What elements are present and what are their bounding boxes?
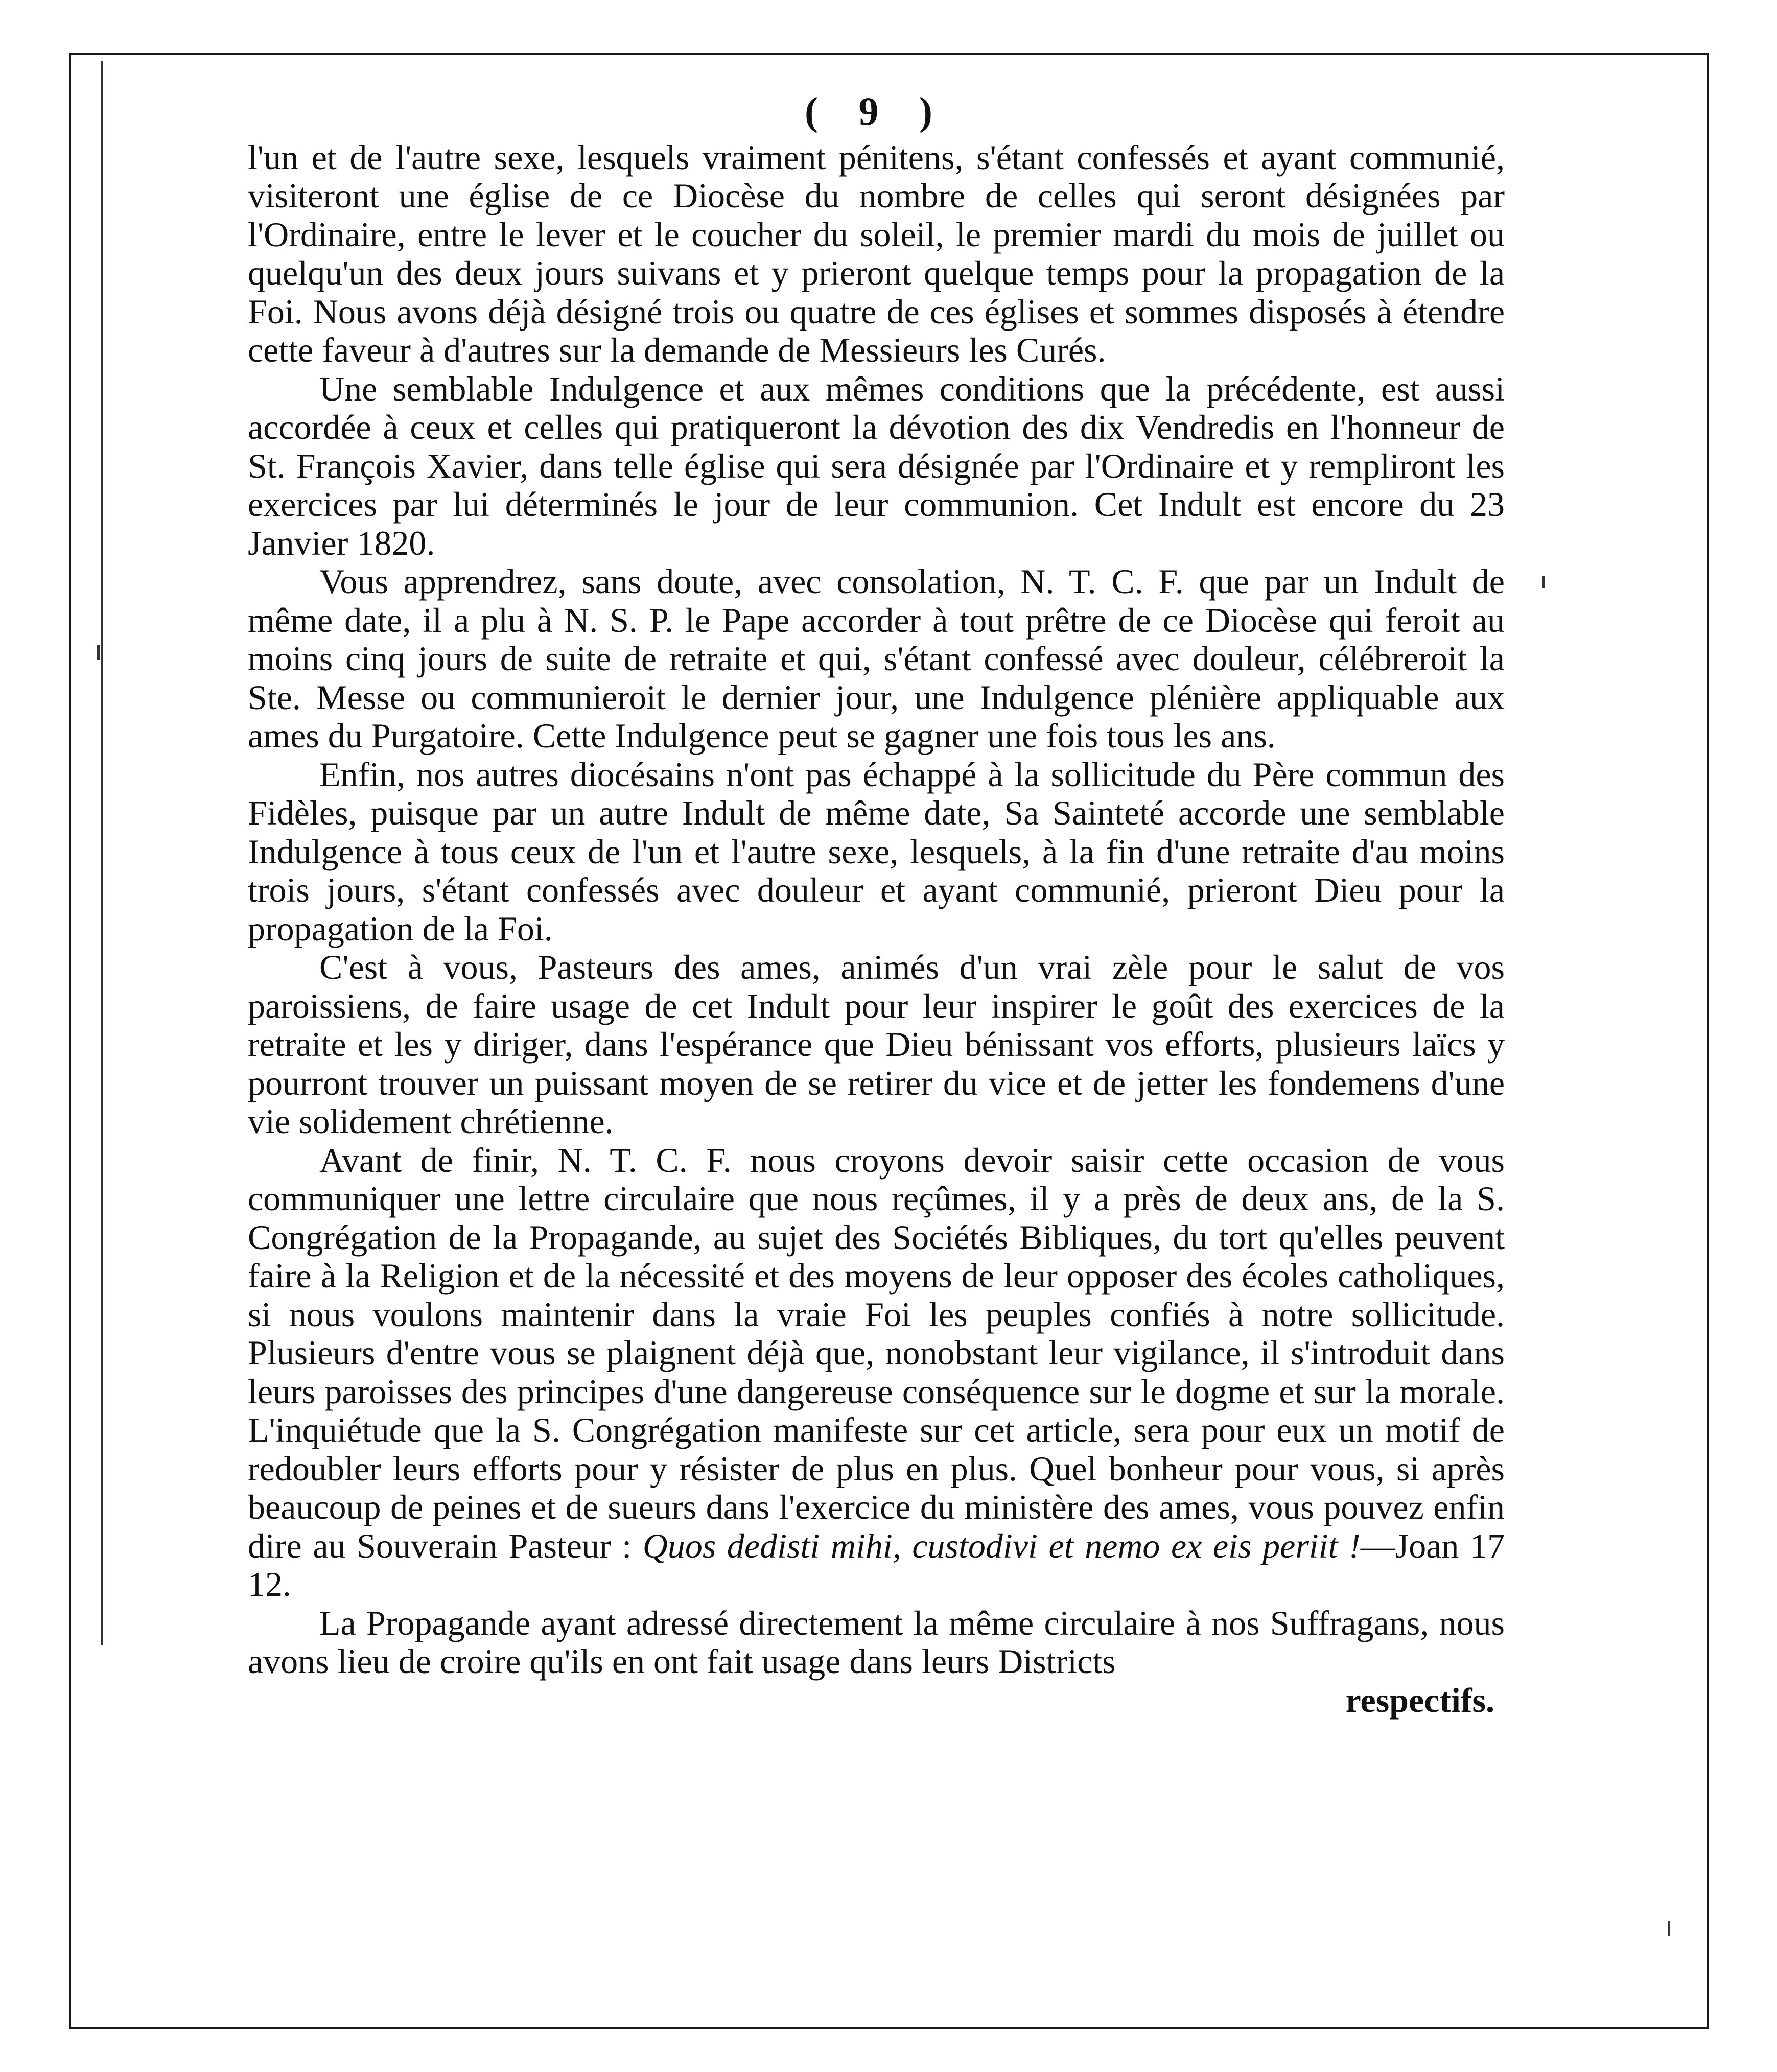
page-text-block bbox=[248, 89, 1505, 1867]
scan-frame-bottom bbox=[69, 2027, 1709, 2029]
paragraph-autres-diocesains: Enfin, nos autres diocésains n'ont pas échappé à la sollicitude du Père commun des Fidèles, puisque par un autre Indult de même date, Sa Sainteté accorde une semblable Indulgence à tous ceux de l'un et l'autre sexe, lesquels, à la fin d'une retraite d'au moins trois jours, s'étant confessés avec douleur et ayant communié, prieront Dieu pour la propagation de la Foi. bbox=[248, 755, 1505, 948]
paragraph-indult-pretres: Vous apprendrez, sans doute, avec consolation, N. T. C. F. que par un Indult de même date, il a plu à N. S. P. le Pape accorder à tout prêtre de ce Diocèse qui feroit au moins cinq jours de suite de retraite et qui, s'étant confessé avec douleur, célébreroit la Ste. Messe ou communieroit le dernier jour, une Indulgence plénière appliquable aux ames du Purgatoire. Cette Indulgence peut se gagner une fois tous les ans. bbox=[248, 562, 1505, 756]
page-number: ( 9 ) bbox=[805, 89, 948, 133]
scripture-reference: —Joan 17 12. bbox=[248, 1526, 1505, 1604]
closing-word: respectifs. bbox=[1345, 1680, 1494, 1720]
margin-rule-left bbox=[101, 61, 103, 1645]
paragraph-suffragans: La Propagande ayant adressé directement la même circulaire à nos Suffragans, nous avons lieu de croire qu'ils en ont fait usage dans leurs Districts bbox=[248, 1603, 1505, 1681]
scan-frame-left bbox=[69, 53, 71, 2029]
paragraph-lettre-circulaire bbox=[248, 1141, 1505, 1604]
latin-quotation: Quos dedisti mihi, custodivi et nemo ex eis periit ! bbox=[642, 1526, 1361, 1565]
scan-speck-bottom-right bbox=[1668, 1921, 1670, 1936]
paragraph-pasteurs: C'est à vous, Pasteurs des ames, animés d'un vrai zèle pour le salut de vos paroissiens, de faire usage de cet Indult pour leur inspirer le goût des exercices de la retraite et les y diriger, dans l'espérance que Dieu bénissant vos efforts, plusieurs laïcs y pourront trouver un puissant moyen de se retirer du vice et de jetter les fondemens d'une vie solidement chrétienne. bbox=[248, 948, 1505, 1141]
paragraph-indulgence-vendredis: Une semblable Indulgence et aux mêmes conditions que la précédente, est aussi accordée à ceux et celles qui pratiqueront la dévotion des dix Vendredis en l'honneur de St. François Xavier, dans telle église qui sera désignée par l'Ordinaire et y rempliront les exercices par lui déterminés le jour de leur communion. Cet Indult est encore du 23 Janvier 1820. bbox=[248, 369, 1505, 562]
scan-speck-left bbox=[97, 645, 100, 660]
scan-frame-top bbox=[69, 53, 1709, 55]
paragraph-continuation: l'un et de l'autre sexe, lesquels vraiment pénitens, s'étant confessés et ayant communié, visiteront une église de ce Diocèse du nombre de celles qui seront désignées par l'Ordinaire, entre le lever et le coucher du soleil, le premier mardi du mois de juillet ou quelqu'un des deux jours suivans et y prieront quelque temps pour la propagation de la Foi. Nous avons déjà désigné trois ou quatre de ces églises et sommes disposés à étendre cette faveur à d'autres sur la demande de Messieurs les Curés. bbox=[248, 137, 1505, 370]
scan-speck-right bbox=[1542, 576, 1545, 588]
scan-frame-right bbox=[1707, 53, 1709, 2029]
paragraph-lettre-circulaire-text: Avant de finir, N. T. C. F. nous croyons devoir saisir cette occasion de vous communiquer une lettre circulaire que nous reçûmes, il y a près de deux ans, de la S. Congrégation de la Propagande, au sujet des Sociétés Bibliques, du tort qu'elles peuvent faire à la Religion et de la nécessité et des moyens de leur opposer des écoles catholiques, si nous voulons maintenir dans la vraie Foi les peuples confiés à notre sollicitude. Plusieurs d'entre vous se plaignent déjà que, nonobstant leur vigilance, il s'introduit dans leurs paroisses des principes d'une dangereuse conséquence sur le dogme et sur la morale. L'inquiétude que la S. Congrégation manifeste sur cet article, sera pour eux un motif de redoubler leurs efforts pour y résister de plus en plus. Quel bonheur pour vous, si après beaucoup de peines et de sueurs dans l'exercice du ministère des ames, vous pouvez enfin dire au Souverain Pasteur : bbox=[248, 1140, 1505, 1565]
